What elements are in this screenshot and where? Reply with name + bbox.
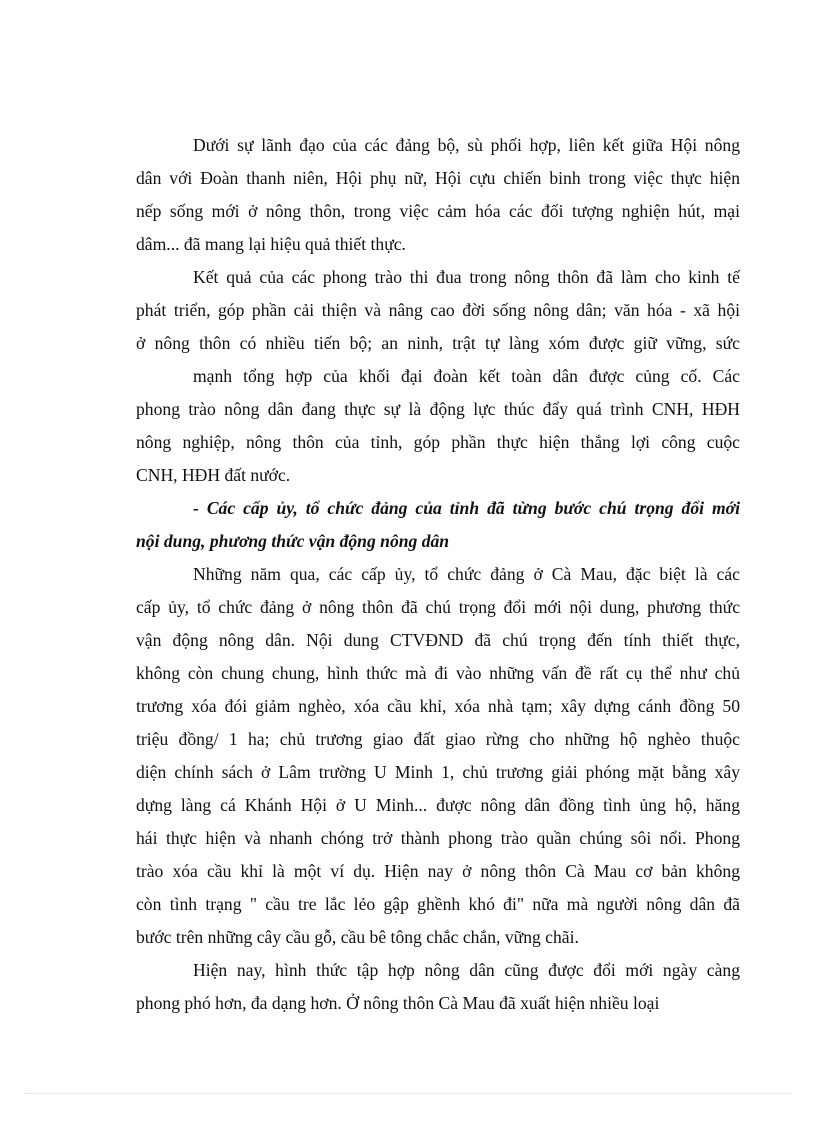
text-line: Những năm qua, các cấp ủy, tổ chức đảng ở Cà Mau, đặc biệt là các	[193, 564, 740, 584]
text-line: diện chính sách ở Lâm trường U Minh 1, chủ trương giải phóng mặt bằng xây	[136, 762, 740, 782]
text-line: Dưới sự lãnh đạo của các đảng bộ, sù phối hợp, liên kết giữa Hội nông	[193, 135, 740, 155]
text-line: dân với Đoàn thanh niên, Hội phụ nữ, Hội cựu chiến binh trong việc thực hiện	[136, 168, 740, 188]
text-line: dựng làng cá Khánh Hội ở U Minh... được nông dân đồng tình ủng hộ, hăng	[136, 795, 740, 815]
text-line: mạnh tổng hợp của khối đại đoàn kết toàn dân được củng cố. Các	[193, 366, 740, 386]
text-line: phát triển, góp phần cải thiện và nâng cao đời sống nông dân; văn hóa - xã hội	[136, 300, 740, 320]
text-line: triệu đồng/ 1 ha; chủ trương giao đất giao rừng cho những hộ nghèo thuộc	[136, 729, 740, 749]
text-line: Hiện nay, hình thức tập hợp nông dân cũng được đổi mới ngày càng	[193, 960, 740, 980]
text-line: dâm... đã mang lại hiệu quả thiết thực.	[136, 234, 406, 254]
text-line: trương xóa đói giảm nghèo, xóa cầu khỉ, xóa nhà tạm; xây dựng cánh đồng 50	[136, 696, 740, 716]
section-heading: - Các cấp ủy, tổ chức đảng của tỉnh đã từng bước chú trọng đổi mới	[193, 498, 740, 518]
text-line: bước trên những cây cầu gỗ, cầu bê tông chắc chắn, vững chãi.	[136, 927, 579, 947]
text-line: phong trào nông dân đang thực sự là động lực thúc đẩy quá trình CNH, HĐH	[136, 399, 740, 419]
text-line: CNH, HĐH đất nước.	[136, 465, 291, 485]
text-line: trào xóa cầu khỉ là một ví dụ. Hiện nay ở nông thôn Cà Mau cơ bản không	[136, 861, 740, 881]
text-line: vận động nông dân. Nội dung CTVĐND đã chú trọng đến tính thiết thực,	[136, 630, 740, 650]
text-line: nếp sống mới ở nông thôn, trong việc cảm hóa các đối tượng nghiện hút, mại	[136, 201, 740, 221]
text-line: Kết quả của các phong trào thi đua trong nông thôn đã làm cho kinh tế	[193, 267, 740, 287]
text-line: không còn chung chung, hình thức mà đi vào những vấn đề rất cụ thể như chủ	[136, 663, 740, 683]
text-line: phong phó hơn, đa dạng hơn. Ở nông thôn Cà Mau đã xuất hiện nhiều loại	[136, 993, 660, 1013]
text-line: nông nghiệp, nông thôn của tỉnh, góp phần thực hiện thắng lợi công cuộc	[136, 432, 740, 452]
text-line: còn tình trạng " cầu tre lắc lẻo gập ghềnh khó đi" nữa mà người nông dân đã	[136, 894, 740, 914]
text-line: cấp ủy, tổ chức đảng ở nông thôn đã chú trọng đổi mới nội dung, phương thức	[136, 597, 740, 617]
page-bottom-rule	[24, 1093, 792, 1094]
section-heading: nội dung, phương thức vận động nông dân	[136, 531, 450, 551]
text-line: ở nông thôn có nhiều tiến bộ; an ninh, trật tự làng xóm được giữ vững, sức	[136, 333, 740, 353]
text-line: hái thực hiện và nhanh chóng trở thành phong trào quần chúng sôi nổi. Phong	[136, 828, 740, 848]
